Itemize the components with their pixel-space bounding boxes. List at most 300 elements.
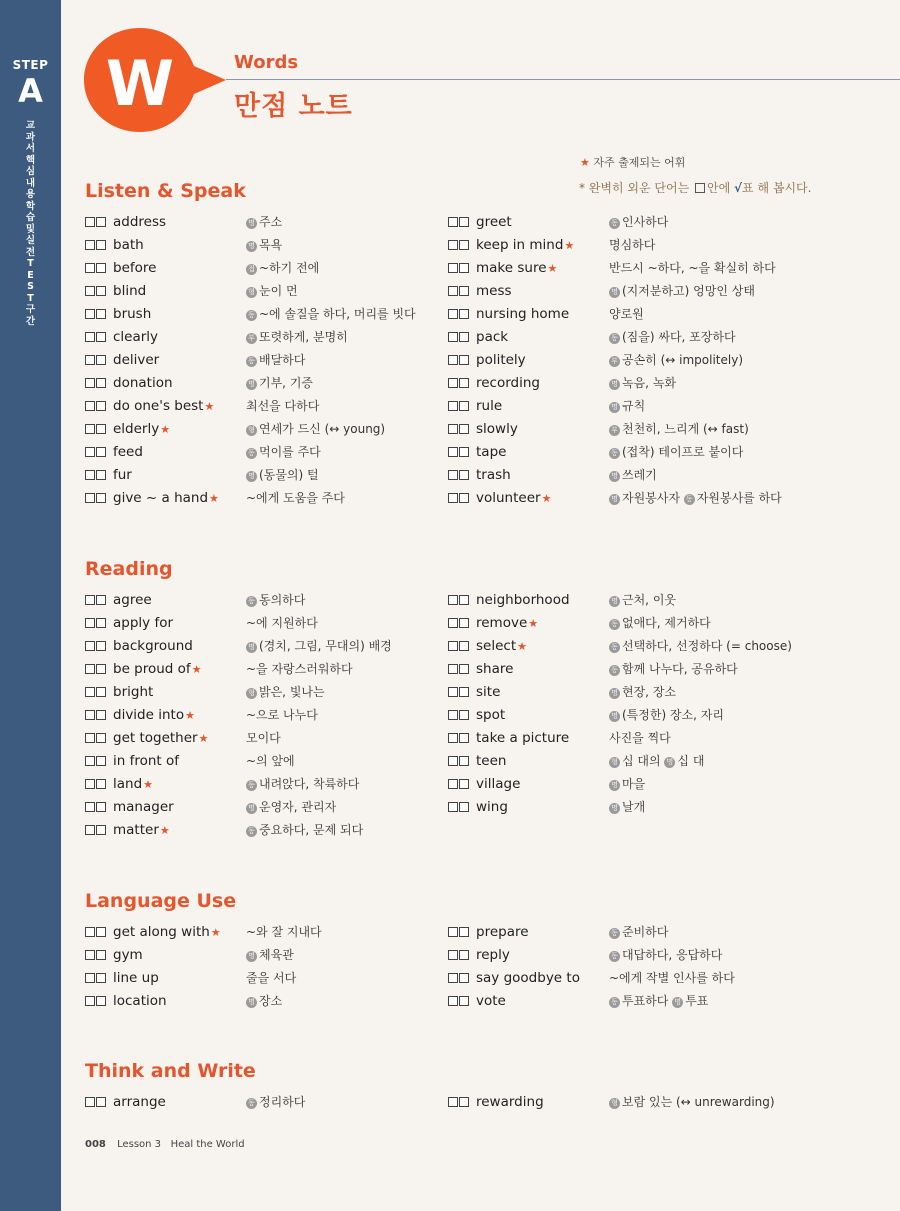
checkbox[interactable] <box>459 710 469 720</box>
checkbox[interactable] <box>448 641 458 651</box>
checkbox[interactable] <box>459 802 469 812</box>
checkbox-pair[interactable] <box>85 470 107 481</box>
word-text: rewarding <box>476 1094 544 1110</box>
checkbox[interactable] <box>459 401 469 411</box>
vocab-word <box>476 615 538 631</box>
part-of-speech-badge: 동 <box>246 826 257 837</box>
star-icon: ★ <box>204 400 215 413</box>
word-text: arrange <box>113 1094 166 1110</box>
part-of-speech-badge: 접 <box>246 264 257 275</box>
checkbox[interactable] <box>96 424 106 434</box>
meaning-text: 쓰레기 <box>622 468 657 482</box>
checkbox[interactable] <box>85 217 95 227</box>
checkbox[interactable] <box>96 687 106 697</box>
vocab-word <box>476 352 526 368</box>
vocab-word <box>113 592 152 608</box>
checkbox[interactable] <box>448 378 458 388</box>
checkbox[interactable] <box>448 309 458 319</box>
checkbox-pair[interactable] <box>448 240 470 251</box>
checkbox-pair[interactable] <box>85 217 107 228</box>
checkbox[interactable] <box>459 1097 469 1107</box>
checkbox[interactable] <box>85 355 95 365</box>
lesson-title: Heal the World <box>170 1139 245 1150</box>
checkbox-pair[interactable] <box>85 618 107 629</box>
vocab-meaning <box>609 213 668 230</box>
word-text: brush <box>113 306 152 322</box>
meaning-text: 장소 <box>259 994 283 1008</box>
part-of-speech-badge: 명 <box>672 997 683 1008</box>
vocab-word <box>113 444 143 460</box>
checkbox-pair[interactable] <box>448 286 470 297</box>
checkbox[interactable] <box>96 332 106 342</box>
word-text: site <box>476 684 501 700</box>
vocab-list-language <box>0 921 900 1013</box>
checkbox-pair[interactable] <box>448 263 470 274</box>
checkbox[interactable] <box>96 286 106 296</box>
checkbox[interactable] <box>85 733 95 743</box>
checkbox-pair[interactable] <box>448 973 470 984</box>
vocab-list-reading <box>0 589 900 842</box>
checkbox[interactable] <box>85 263 95 273</box>
meaning-text: (특정한) 장소, 자리 <box>622 708 724 722</box>
checkbox-pair[interactable] <box>448 493 470 504</box>
meaning-text: ~으로 나누다 <box>246 708 318 722</box>
checkbox[interactable] <box>96 802 106 812</box>
vocab-row <box>0 944 900 967</box>
checkbox-pair[interactable] <box>85 447 107 458</box>
checkbox[interactable] <box>96 493 106 503</box>
checkbox[interactable] <box>85 470 95 480</box>
vocab-word <box>476 799 508 815</box>
vocab-word <box>113 924 221 940</box>
checkbox[interactable] <box>85 950 95 960</box>
checkbox-pair[interactable] <box>85 424 107 435</box>
checkbox-pair[interactable] <box>448 595 470 606</box>
vocab-meaning <box>609 591 676 608</box>
vocab-word <box>113 375 173 391</box>
vocab-word <box>113 753 179 769</box>
checkbox[interactable] <box>96 825 106 835</box>
vocab-meaning <box>246 660 353 677</box>
logo-letter: W <box>105 47 175 120</box>
checkbox-pair[interactable] <box>448 710 470 721</box>
checkbox[interactable] <box>96 263 106 273</box>
meaning-text: 반드시 ~하다, ~을 확실히 하다 <box>609 261 776 275</box>
checkbox[interactable] <box>85 710 95 720</box>
star-icon: ★ <box>143 778 154 791</box>
vocab-meaning <box>246 443 321 460</box>
checkbox[interactable] <box>85 286 95 296</box>
word-text: keep in mind <box>476 237 564 253</box>
meaning-text: 최선을 다하다 <box>246 399 320 413</box>
checkbox[interactable] <box>448 217 458 227</box>
checkbox-pair[interactable] <box>448 779 470 790</box>
checkbox[interactable] <box>459 263 469 273</box>
checkbox[interactable] <box>448 710 458 720</box>
checkbox[interactable] <box>448 355 458 365</box>
checkbox[interactable] <box>85 996 95 1006</box>
checkbox[interactable] <box>85 401 95 411</box>
checkbox-pair[interactable] <box>85 950 107 961</box>
checkbox-pair[interactable] <box>85 973 107 984</box>
checkbox[interactable] <box>96 309 106 319</box>
checkbox-pair[interactable] <box>85 710 107 721</box>
checkbox-pair[interactable] <box>85 240 107 251</box>
star-icon: ★ <box>160 423 171 436</box>
checkbox[interactable] <box>96 756 106 766</box>
checkbox-pair[interactable] <box>85 378 107 389</box>
word-text: prepare <box>476 924 529 940</box>
checkbox[interactable] <box>448 470 458 480</box>
word-text: teen <box>476 753 507 769</box>
vocab-meaning <box>609 328 736 345</box>
word-text: do one's best <box>113 398 204 414</box>
part-of-speech-badge: 명 <box>246 997 257 1008</box>
word-text: in front of <box>113 753 180 769</box>
vocab-meaning <box>609 729 671 746</box>
vocab-meaning <box>609 706 724 723</box>
checkbox-pair[interactable] <box>85 927 107 938</box>
checkbox[interactable] <box>85 378 95 388</box>
checkbox[interactable] <box>96 217 106 227</box>
meaning-text: 눈이 먼 <box>259 284 298 298</box>
checkbox[interactable] <box>96 779 106 789</box>
part-of-speech-badge: 명 <box>246 951 257 962</box>
checkbox[interactable] <box>96 240 106 250</box>
step-description: 교과서핵심내용학습및실전TEST구간 <box>25 120 36 327</box>
vocab-meaning <box>246 775 359 792</box>
checkbox[interactable] <box>448 447 458 457</box>
checkbox[interactable] <box>459 687 469 697</box>
checkbox-pair[interactable] <box>448 378 470 389</box>
vocab-meaning <box>609 420 749 437</box>
checkbox[interactable] <box>459 950 469 960</box>
meaning-text: 운영자, 관리자 <box>259 800 337 814</box>
checkbox[interactable] <box>459 664 469 674</box>
checkbox[interactable] <box>459 378 469 388</box>
checkbox-pair[interactable] <box>448 401 470 412</box>
vocab-row <box>0 681 900 704</box>
checkbox-pair[interactable] <box>85 309 107 320</box>
word-text: elderly <box>113 421 160 437</box>
checkbox-pair[interactable] <box>85 733 107 744</box>
checkbox[interactable] <box>459 355 469 365</box>
vocab-row <box>0 819 900 842</box>
checkbox[interactable] <box>85 447 95 457</box>
meaning-text: 공손히 (↔ impolitely) <box>622 353 743 367</box>
checkbox[interactable] <box>448 687 458 697</box>
checkbox[interactable] <box>448 950 458 960</box>
checkbox-pair[interactable] <box>448 733 470 744</box>
checkbox-pair[interactable] <box>85 401 107 412</box>
part-of-speech-badge: 명 <box>246 379 257 390</box>
checkbox[interactable] <box>448 996 458 1006</box>
checkbox[interactable] <box>85 240 95 250</box>
checkbox[interactable] <box>448 802 458 812</box>
checkbox[interactable] <box>85 595 95 605</box>
checkbox-pair[interactable] <box>85 779 107 790</box>
checkbox[interactable] <box>459 493 469 503</box>
vocab-word <box>113 329 158 345</box>
meaning-text: 규칙 <box>622 399 646 413</box>
checkbox-pair[interactable] <box>85 641 107 652</box>
checkbox[interactable] <box>96 710 106 720</box>
meaning-text: 목욕 <box>259 238 283 252</box>
checkbox[interactable] <box>459 286 469 296</box>
checkbox[interactable] <box>448 493 458 503</box>
part-of-speech-badge: 명 <box>609 471 620 482</box>
checkbox-pair[interactable] <box>448 756 470 767</box>
checkbox[interactable] <box>96 733 106 743</box>
checkbox[interactable] <box>85 779 95 789</box>
vocab-list-listen <box>0 211 900 510</box>
checkbox[interactable] <box>459 779 469 789</box>
checkbox[interactable] <box>85 756 95 766</box>
checkbox-pair[interactable] <box>85 332 107 343</box>
checkbox[interactable] <box>459 733 469 743</box>
meaning-text: ~에 지원하다 <box>246 616 318 630</box>
checkbox[interactable] <box>85 493 95 503</box>
checkbox[interactable] <box>459 309 469 319</box>
checkbox[interactable] <box>85 973 95 983</box>
checkbox[interactable] <box>459 973 469 983</box>
vocab-meaning <box>246 397 319 414</box>
vocab-word <box>476 684 500 700</box>
vocab-word <box>113 352 159 368</box>
word-text: bright <box>113 684 154 700</box>
checkbox-pair[interactable] <box>85 286 107 297</box>
checkbox[interactable] <box>96 595 106 605</box>
checkbox-pair[interactable] <box>448 618 470 629</box>
checkbox-pair[interactable] <box>448 355 470 366</box>
meaning-text: 투표하다 <box>622 994 669 1008</box>
checkbox[interactable] <box>459 996 469 1006</box>
vocab-meaning <box>609 374 676 391</box>
checkbox[interactable] <box>448 286 458 296</box>
word-text: manager <box>113 799 174 815</box>
vocab-row <box>0 280 900 303</box>
vocab-meaning <box>246 969 296 986</box>
checkbox-pair[interactable] <box>448 950 470 961</box>
checkbox[interactable] <box>85 802 95 812</box>
vocab-meaning <box>246 420 385 437</box>
checkbox[interactable] <box>448 927 458 937</box>
checkbox[interactable] <box>85 687 95 697</box>
word-text: neighborhood <box>476 592 570 608</box>
checkbox[interactable] <box>459 618 469 628</box>
vocab-meaning <box>246 489 345 506</box>
vocab-row <box>0 395 900 418</box>
checkbox[interactable] <box>448 1097 458 1107</box>
checkbox[interactable] <box>96 1097 106 1107</box>
word-text: remove <box>476 615 528 631</box>
meaning-text: 체육관 <box>259 948 294 962</box>
checkbox[interactable] <box>96 378 106 388</box>
checkbox[interactable] <box>85 641 95 651</box>
vocab-row <box>0 635 900 658</box>
star-icon: ★ <box>580 156 590 169</box>
vocab-meaning <box>609 752 704 769</box>
part-of-speech-badge: 동 <box>246 596 257 607</box>
checkbox[interactable] <box>459 641 469 651</box>
checkbox[interactable] <box>448 664 458 674</box>
checkbox[interactable] <box>85 927 95 937</box>
vocab-row <box>0 612 900 635</box>
checkbox[interactable] <box>96 973 106 983</box>
word-text: deliver <box>113 352 160 368</box>
checkbox[interactable] <box>448 240 458 250</box>
checkbox[interactable] <box>448 756 458 766</box>
checkbox-pair[interactable] <box>85 756 107 767</box>
checkbox-pair[interactable] <box>448 664 470 675</box>
checkbox-pair[interactable] <box>85 1097 107 1108</box>
checkbox[interactable] <box>448 332 458 342</box>
checkbox-pair[interactable] <box>448 470 470 481</box>
checkbox[interactable] <box>96 641 106 651</box>
checkbox-pair[interactable] <box>448 1097 470 1108</box>
star-icon: ★ <box>185 709 195 722</box>
meaning-text: 녹음, 녹화 <box>622 376 676 390</box>
checkbox[interactable] <box>459 595 469 605</box>
vocab-meaning <box>246 236 282 253</box>
vocab-meaning <box>246 591 305 608</box>
word-text: bath <box>113 237 144 253</box>
vocab-word <box>113 730 208 746</box>
checkbox[interactable] <box>459 470 469 480</box>
checkbox-pair[interactable] <box>85 825 107 836</box>
word-text: before <box>113 260 157 276</box>
checkbox[interactable] <box>459 447 469 457</box>
checkbox-pair[interactable] <box>85 664 107 675</box>
checkbox[interactable] <box>448 401 458 411</box>
checkbox[interactable] <box>459 927 469 937</box>
checkbox[interactable] <box>96 927 106 937</box>
checkbox[interactable] <box>459 217 469 227</box>
vocab-meaning <box>609 992 708 1009</box>
word-text: pack <box>476 329 509 345</box>
checkbox[interactable] <box>96 618 106 628</box>
vocab-row <box>0 487 900 510</box>
page-footer <box>85 1139 245 1150</box>
checkbox-pair[interactable] <box>85 355 107 366</box>
checkbox[interactable] <box>96 996 106 1006</box>
checkbox-pair[interactable] <box>85 687 107 698</box>
checkbox[interactable] <box>85 825 95 835</box>
vocab-meaning <box>246 328 348 345</box>
checkbox[interactable] <box>85 332 95 342</box>
checkbox[interactable] <box>448 779 458 789</box>
meaning-text: 근처, 이웃 <box>622 593 676 607</box>
vocab-row <box>0 589 900 612</box>
word-text: blind <box>113 283 147 299</box>
checkbox-pair[interactable] <box>85 595 107 606</box>
checkbox[interactable] <box>96 470 106 480</box>
checkbox[interactable] <box>459 756 469 766</box>
section-label: Words <box>234 52 299 73</box>
checkbox-pair[interactable] <box>85 996 107 1007</box>
checkbox-pair[interactable] <box>448 217 470 228</box>
vocab-word <box>476 444 506 460</box>
meaning-text: 함께 나누다, 공유하다 <box>622 662 738 676</box>
checkbox[interactable] <box>459 240 469 250</box>
vocab-word <box>113 214 166 230</box>
checkbox-pair[interactable] <box>448 332 470 343</box>
section-title-think: Think and Write <box>85 1060 256 1082</box>
checkbox[interactable] <box>448 263 458 273</box>
vocab-word <box>113 947 143 963</box>
meaning-text: 또렷하게, 분명히 <box>259 330 348 344</box>
checkbox[interactable] <box>85 309 95 319</box>
part-of-speech-badge: 명 <box>246 241 257 252</box>
checkbox[interactable] <box>96 355 106 365</box>
vocab-row <box>0 921 900 944</box>
vocab-word <box>113 776 153 792</box>
checkbox-pair[interactable] <box>448 802 470 813</box>
word-text: agree <box>113 592 152 608</box>
meaning-text: ~에게 작별 인사를 하다 <box>609 971 735 985</box>
vocab-row <box>0 773 900 796</box>
checkbox[interactable] <box>448 618 458 628</box>
checkbox-pair[interactable] <box>85 802 107 813</box>
checkbox[interactable] <box>448 973 458 983</box>
checkbox[interactable] <box>448 595 458 605</box>
checkbox[interactable] <box>96 664 106 674</box>
checkbox[interactable] <box>459 332 469 342</box>
lesson-label: Lesson 3 <box>117 1139 162 1150</box>
vocab-row <box>0 967 900 990</box>
part-of-speech-badge: 동 <box>246 356 257 367</box>
part-of-speech-badge: 동 <box>609 951 620 962</box>
word-text: donation <box>113 375 173 391</box>
checkbox-pair[interactable] <box>448 996 470 1007</box>
vocab-meaning <box>609 443 743 460</box>
checkbox-pair[interactable] <box>448 687 470 698</box>
meaning-text: ~의 앞에 <box>246 754 295 768</box>
checkbox-pair[interactable] <box>448 309 470 320</box>
vocab-meaning <box>246 282 298 299</box>
meaning-text: ~을 자랑스러워하다 <box>246 662 353 676</box>
vocab-word <box>113 467 132 483</box>
checkbox[interactable] <box>448 733 458 743</box>
checkbox-pair[interactable] <box>448 447 470 458</box>
checkbox-pair[interactable] <box>448 424 470 435</box>
checkbox-pair[interactable] <box>448 641 470 652</box>
checkbox[interactable] <box>448 424 458 434</box>
legend-star-note: ★ 자주 출제되는 어휘 <box>580 156 686 169</box>
vocab-word <box>113 822 170 838</box>
checkbox[interactable] <box>96 950 106 960</box>
checkbox[interactable] <box>85 664 95 674</box>
checkbox-pair[interactable] <box>448 927 470 938</box>
checkbox[interactable] <box>96 401 106 411</box>
checkbox[interactable] <box>459 424 469 434</box>
checkbox[interactable] <box>85 424 95 434</box>
checkbox[interactable] <box>85 1097 95 1107</box>
part-of-speech-badge: 형 <box>246 425 257 436</box>
meaning-text: 날개 <box>622 800 646 814</box>
checkbox[interactable] <box>85 618 95 628</box>
meaning-text: 명심하다 <box>609 238 656 252</box>
checkbox[interactable] <box>96 447 106 457</box>
word-text: greet <box>476 214 512 230</box>
checkbox-pair[interactable] <box>85 263 107 274</box>
checkbox-pair[interactable] <box>85 493 107 504</box>
step-letter: A <box>18 72 43 110</box>
vocab-word <box>476 970 580 986</box>
part-of-speech-badge: 명 <box>246 803 257 814</box>
meaning-text: 양로원 <box>609 307 644 321</box>
vocab-word <box>113 615 173 631</box>
